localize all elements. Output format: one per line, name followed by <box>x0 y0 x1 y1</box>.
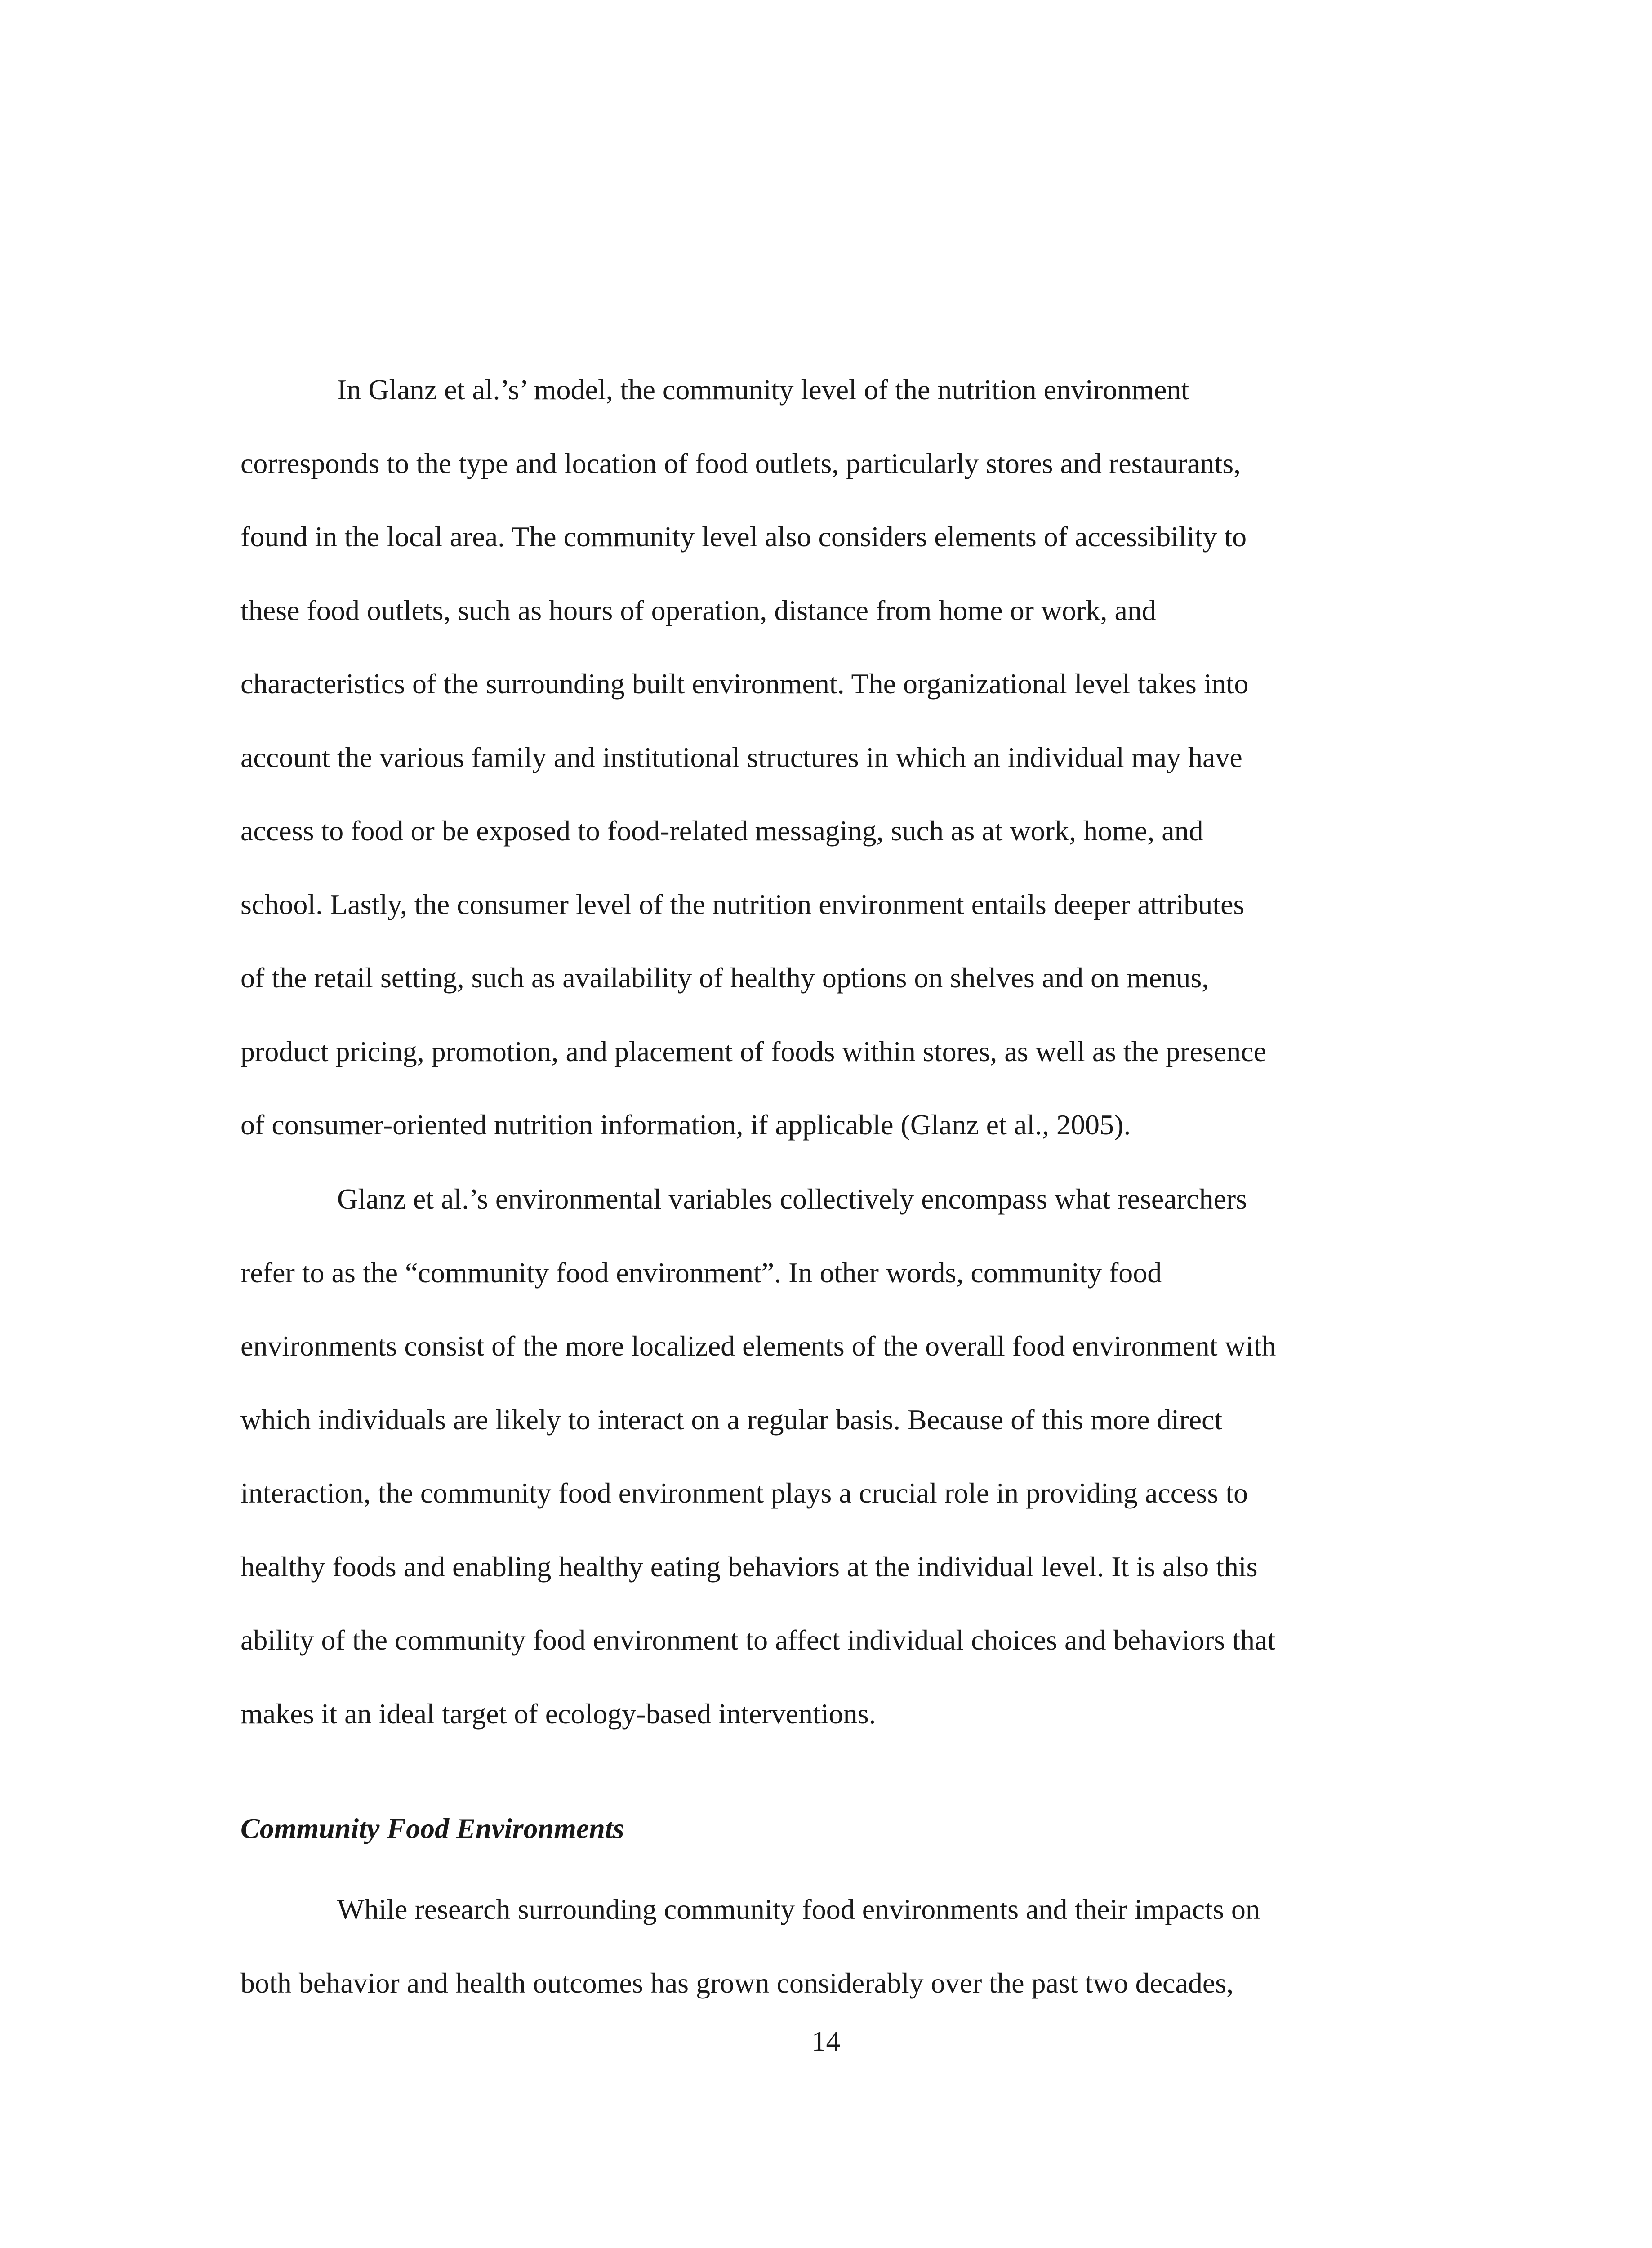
text-line: makes it an ideal target of ecology-based interventions. <box>240 1697 876 1730</box>
paragraph-nutrition-levels <box>240 353 1405 1162</box>
text-line: characteristics of the surrounding built environment. The organizational level takes into <box>240 668 1249 700</box>
text-line: of consumer-oriented nutrition information, if applicable (Glanz et al., 2005). <box>240 1109 1131 1141</box>
text-line: refer to as the “community food environment”. In other words, community food <box>240 1256 1162 1289</box>
text-line: which individuals are likely to interact on a regular basis. Because of this more direct <box>240 1403 1223 1436</box>
text-line: these food outlets, such as hours of operation, distance from home or work, and <box>240 594 1156 626</box>
text-line: While research surrounding community food environments and their impacts on <box>337 1893 1260 1925</box>
text-line: account the various family and institutional structures in which an individual may have <box>240 741 1242 773</box>
text-line: corresponds to the type and location of food outlets, particularly stores and restaurants, <box>240 447 1241 479</box>
paragraph-community-food-environment <box>240 1162 1405 1750</box>
text-line: product pricing, promotion, and placement of foods within stores, as well as the presence <box>240 1035 1267 1067</box>
text-line: environments consist of the more localized elements of the overall food environment with <box>240 1330 1276 1362</box>
text-line: school. Lastly, the consumer level of the nutrition environment entails deeper attributes <box>240 888 1245 920</box>
text-line: healthy foods and enabling healthy eating behaviors at the individual level. It is also this <box>240 1550 1258 1583</box>
text-line: In Glanz et al.’s’ model, the community level of the nutrition environment <box>337 374 1189 406</box>
text-line: access to food or be exposed to food-related messaging, such as at work, home, and <box>240 815 1203 847</box>
text-line: ability of the community food environment to affect individual choices and behaviors that <box>240 1624 1276 1656</box>
text-line: interaction, the community food environment plays a crucial role in providing access to <box>240 1477 1248 1509</box>
text-line: of the retail setting, such as availability of healthy options on shelves and on menus, <box>240 962 1209 994</box>
section-heading-block <box>240 1792 1405 1865</box>
page-number: 14 <box>811 2025 841 2057</box>
text-line: found in the local area. The community level also considers elements of accessibility to <box>240 521 1247 553</box>
text-line: both behavior and health outcomes has grown considerably over the past two decades, <box>240 1967 1234 1999</box>
section-heading: Community Food Environments <box>240 1812 624 1844</box>
paragraph-research-intro <box>240 1873 1405 2020</box>
text-line: Glanz et al.’s environmental variables collectively encompass what researchers <box>337 1183 1247 1215</box>
